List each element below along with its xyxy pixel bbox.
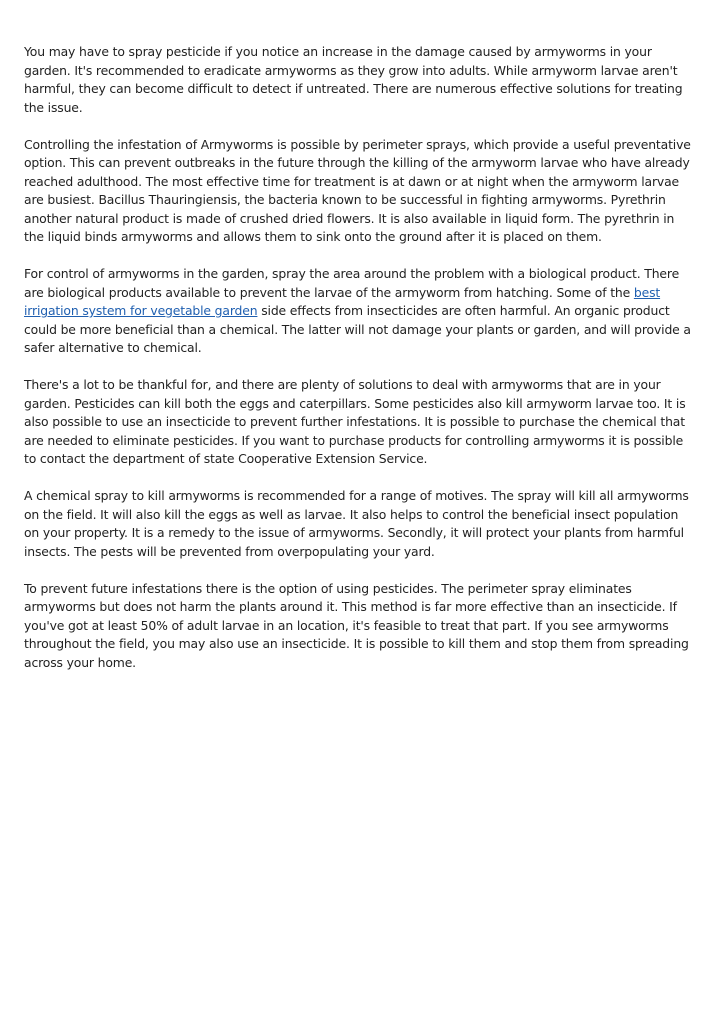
paragraph-3-text-before: For control of armyworms in the garden, spray the area around the problem with a biological product. There are biological products available to prevent the larvae of the armyworm from hatching. Some of the (24, 266, 680, 300)
article-body (24, 43, 694, 691)
paragraph-3 (24, 265, 694, 358)
paragraph-4: There's a lot to be thankful for, and there are plenty of solutions to deal with armyworms that are in your garden. Pesticides can kill both the eggs and caterpillars. Some pesticides also kill armyworm larvae too. It is also possible to use an insecticide to prevent further infestations. It is possible to purchase the chemical that are needed to eliminate pesticides. If you want to purchase products for controlling armyworms it is possible to contact the department of state Cooperative Extension Service. (24, 377, 686, 466)
paragraph-2: Controlling the infestation of Armyworms is possible by perimeter sprays, which provide a useful preventative option. This can prevent outbreaks in the future through the killing of the armyworm larvae who have already reached adulthood. The most effective time for treatment is at dawn or at night when the armyworm larvae are busiest. Bacillus Thauringiensis, the bacteria known to be successful in fighting armyworms. Pyrethrin another natural product is made of crushed dried flowers. It is also available in liquid form. The pyrethrin in the liquid binds armyworms and allows them to sink onto the ground after it is placed on them. (24, 136, 691, 244)
paragraph-1: You may have to spray pesticide if you notice an increase in the damage caused by armyworms in your garden. It's recommended to eradicate armyworms as they grow into adults. While armyworm larvae aren't harmful, they can become difficult to detect if untreated. There are numerous effective solutions for treating the issue. (24, 44, 683, 115)
paragraph-3-text-after: side effects from insecticides are often harmful. An organic product could be more beneficial than a chemical. The latter will not damage your plants or garden, and will provide a safer alternative to chemical. (24, 303, 691, 355)
paragraph-6: To prevent future infestations there is the option of using pesticides. The perimeter spray eliminates armyworms but does not harm the plants around it. This method is far more effective than an insecticide. If you've got at least 50% of adult larvae in an location, it's feasible to treat that part. If you see armyworms throughout the field, you may also use an insecticide. It is possible to kill them and stop them from spreading across your home. (24, 580, 689, 670)
irrigation-link[interactable]: best irrigation system for vegetable garden (24, 284, 661, 318)
paragraph-5: A chemical spray to kill armyworms is recommended for a range of motives. The spray will kill all armyworms on the field. It will also kill the eggs as well as larvae. It also helps to control the beneficial insect population on your property. It is a remedy to the issue of armyworms. Secondly, it will protect your plants from harmful insects. The pests will be prevented from overpopulating your yard. (24, 488, 689, 559)
